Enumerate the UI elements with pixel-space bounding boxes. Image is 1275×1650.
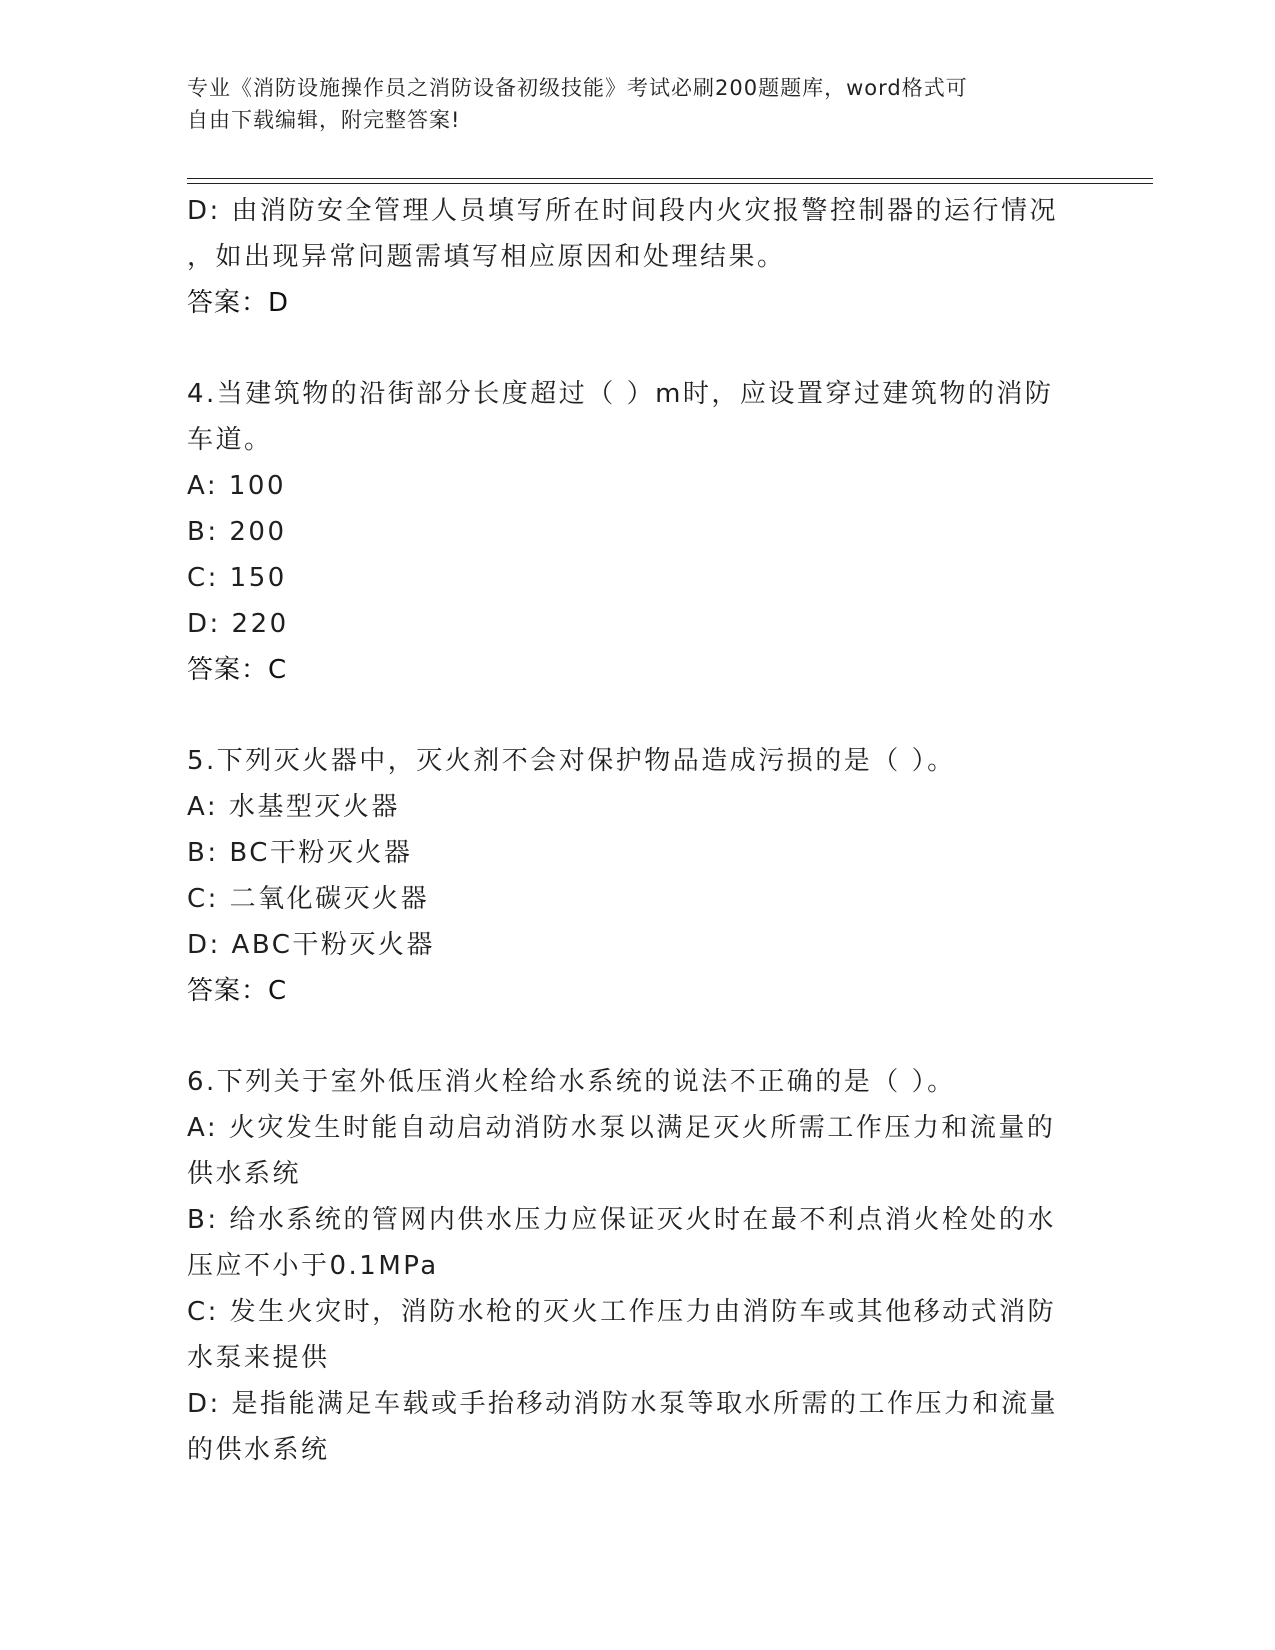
- header-line-1: 专业《消防设施操作员之消防设备初级技能》考试必刷200题题库，word格式可: [187, 76, 968, 100]
- option-b: B: 200: [187, 517, 287, 547]
- option-c: C: 二氧化碳灭火器: [187, 884, 430, 914]
- option-b: B: BC干粉灭火器: [187, 838, 413, 868]
- spacer: [187, 693, 1087, 738]
- answer: 答案：C: [187, 976, 288, 1006]
- header-line-2: 自由下载编辑，附完整答案!: [187, 108, 461, 132]
- question-list: [187, 188, 1087, 1473]
- option-d: D: 220: [187, 609, 289, 639]
- question-stem-line-2: 车道。: [187, 425, 273, 455]
- option-b-line-2: 压应不小于0.1MPa: [187, 1251, 439, 1281]
- question-stem-line-1: 5.下列灭火器中，灭火剂不会对保护物品造成污损的是（ ）。: [187, 746, 956, 776]
- option-c-line-1: C: 发生火灾时，消防水枪的灭火工作压力由消防车或其他移动式消防: [187, 1297, 1057, 1327]
- answer: 答案：C: [187, 655, 288, 685]
- header-divider-bottom: [187, 183, 1153, 184]
- spacer: [187, 326, 1087, 371]
- question-stem-line-1: 4.当建筑物的沿街部分长度超过（ ）m时，应设置穿过建筑物的消防: [187, 379, 1054, 409]
- option-c-line-2: 水泵来提供: [187, 1343, 330, 1373]
- question-stem-line-1: 6.下列关于室外低压消火栓给水系统的说法不正确的是（ ）。: [187, 1067, 956, 1097]
- option-d-line-1: D: 是指能满足车载或手抬移动消防水泵等取水所需的工作压力和流量: [187, 1389, 1059, 1419]
- spacer: [187, 1014, 1087, 1059]
- option-d-line-2: ，如出现异常问题需填写相应原因和处理结果。: [187, 242, 786, 272]
- option-d-line-1: D: 由消防安全管理人员填写所在时间段内火灾报警控制器的运行情况: [187, 196, 1059, 226]
- answer: 答案：D: [187, 288, 290, 318]
- option-a: A: 水基型灭火器: [187, 792, 400, 822]
- option-b-line-1: B: 给水系统的管网内供水压力应保证灭火时在最不利点消火栓处的水: [187, 1205, 1056, 1235]
- option-d-line-2: 的供水系统: [187, 1435, 330, 1465]
- option-c: C: 150: [187, 563, 287, 593]
- document-header: [187, 72, 1067, 136]
- header-divider-top: [187, 178, 1153, 179]
- question-3-tail: [187, 188, 1087, 326]
- option-a-line-2: 供水系统: [187, 1159, 302, 1189]
- question-5: [187, 738, 1087, 1014]
- option-a: A: 100: [187, 471, 286, 501]
- question-6: [187, 1059, 1087, 1473]
- question-4: [187, 371, 1087, 693]
- option-a-line-1: A: 火灾发生时能自动启动消防水泵以满足灭火所需工作压力和流量的: [187, 1113, 1056, 1143]
- option-d: D: ABC干粉灭火器: [187, 930, 435, 960]
